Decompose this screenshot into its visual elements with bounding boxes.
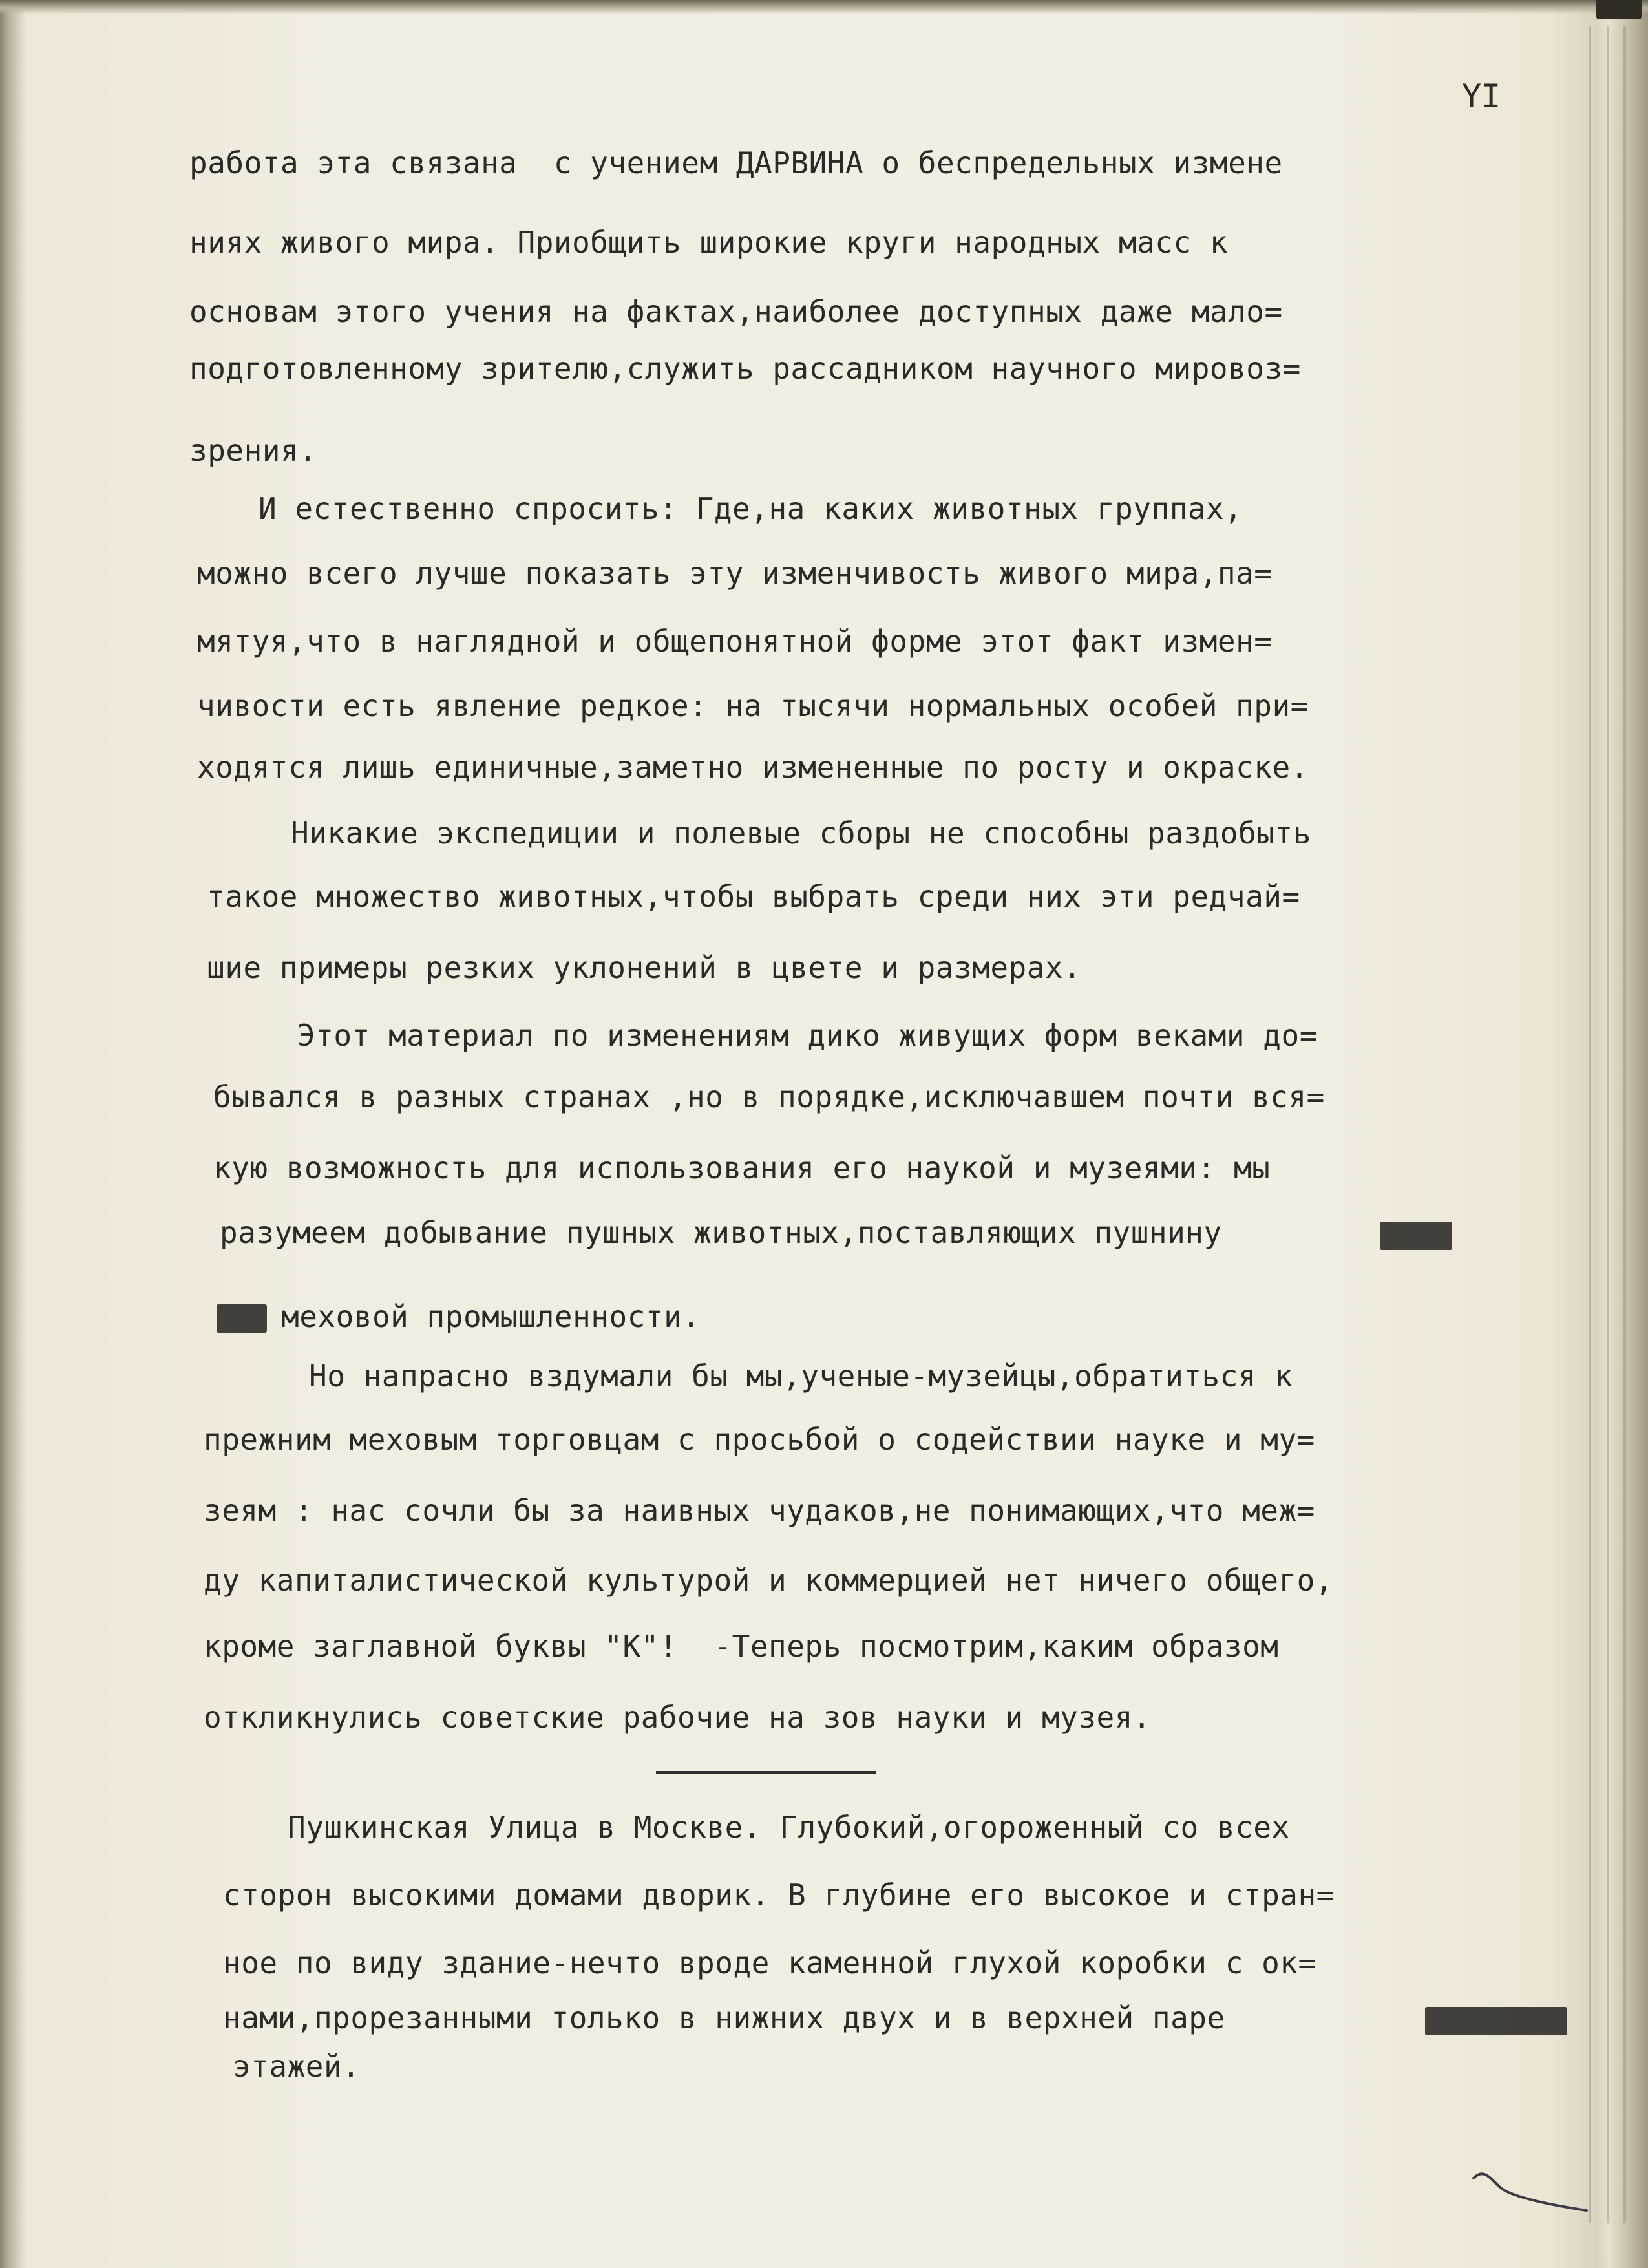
text-line: мятуя,что в наглядной и общепонятной форме этот факт измен= [197,624,1273,659]
text-line: Никакие экспедиции и полевые сборы не способны раздобыть [291,816,1311,851]
text-line: подготовленному зрителю,служить рассадником научного мировоз= [189,351,1301,386]
typed-over-word [1380,1222,1452,1250]
text-line: И естественно спросить: Где,на каких животных группах, [259,491,1243,526]
text-line: ходятся лишь единичные,заметно измененные по росту и окраске. [197,750,1309,785]
text-line: разумеем добывание пушных животных,поставляющих пушнину [220,1215,1222,1250]
text-line: Пушкинская Улица в Москве. Глубокий,огороженный со всех [288,1810,1290,1845]
text-line: кроме заглавной буквы "К"! -Теперь посмотрим,каким образом [204,1629,1279,1664]
text-line: Этот материал по изменениям дико живущих форм веками до= [297,1018,1318,1053]
text-line: шие примеры резких уклонений в цвете и размерах. [207,950,1082,985]
text-line: бывался в разных странах ,но в порядке,исключавшем почти вся= [213,1079,1325,1114]
text-line: можно всего лучше показать эту изменчивость живого мира,па= [197,556,1273,591]
text-line: зеям : нас сочли бы за наивных чудаков,не понимающих,что меж= [204,1493,1315,1528]
text-line: меховой промышленности. [281,1299,701,1334]
text-line: Но напрасно вздумали бы мы,ученые-музейцы,обратиться к [309,1359,1293,1394]
text-line: ду капиталистической культурой и коммерцией нет ничего общего, [204,1563,1334,1598]
page-number: YI [1462,78,1501,115]
text-line: чивости есть явление редкое: на тысячи нормальных особей при= [197,688,1309,723]
text-line: нами,прорезанными только в нижних двух и в верхней паре [223,2000,1225,2035]
text-line: ное по виду здание-нечто вроде каменной глухой коробки с ок= [223,1945,1316,1980]
text-line: основам этого учения на фактах,наиболее доступных даже мало= [189,294,1283,329]
text-line: этажей. [233,2049,361,2084]
text-line: откликнулись советские рабочие на зов науки и музея. [204,1700,1152,1735]
text-line: работа эта связана с учением ДАРВИНА о беспредельных измене [189,145,1283,180]
text-line: прежним меховым торговцам с просьбой о содействии науке и му= [204,1422,1315,1457]
section-divider [656,1771,876,1774]
typed-over-word [217,1304,267,1333]
text-line: кую возможность для использования его наукой и музеями: мы [213,1150,1271,1185]
text-line: такое множество животных,чтобы выбрать среди них эти редчай= [207,879,1300,914]
pen-mark [1467,2159,1596,2223]
text-line: ниях живого мира. Приобщить широкие круги народных масс к [189,225,1229,260]
typed-over-word [1425,2007,1567,2035]
text-line: зрения. [189,433,317,468]
text-line: сторон высокими домами дворик. В глубине его высокое и стран= [223,1878,1335,1913]
